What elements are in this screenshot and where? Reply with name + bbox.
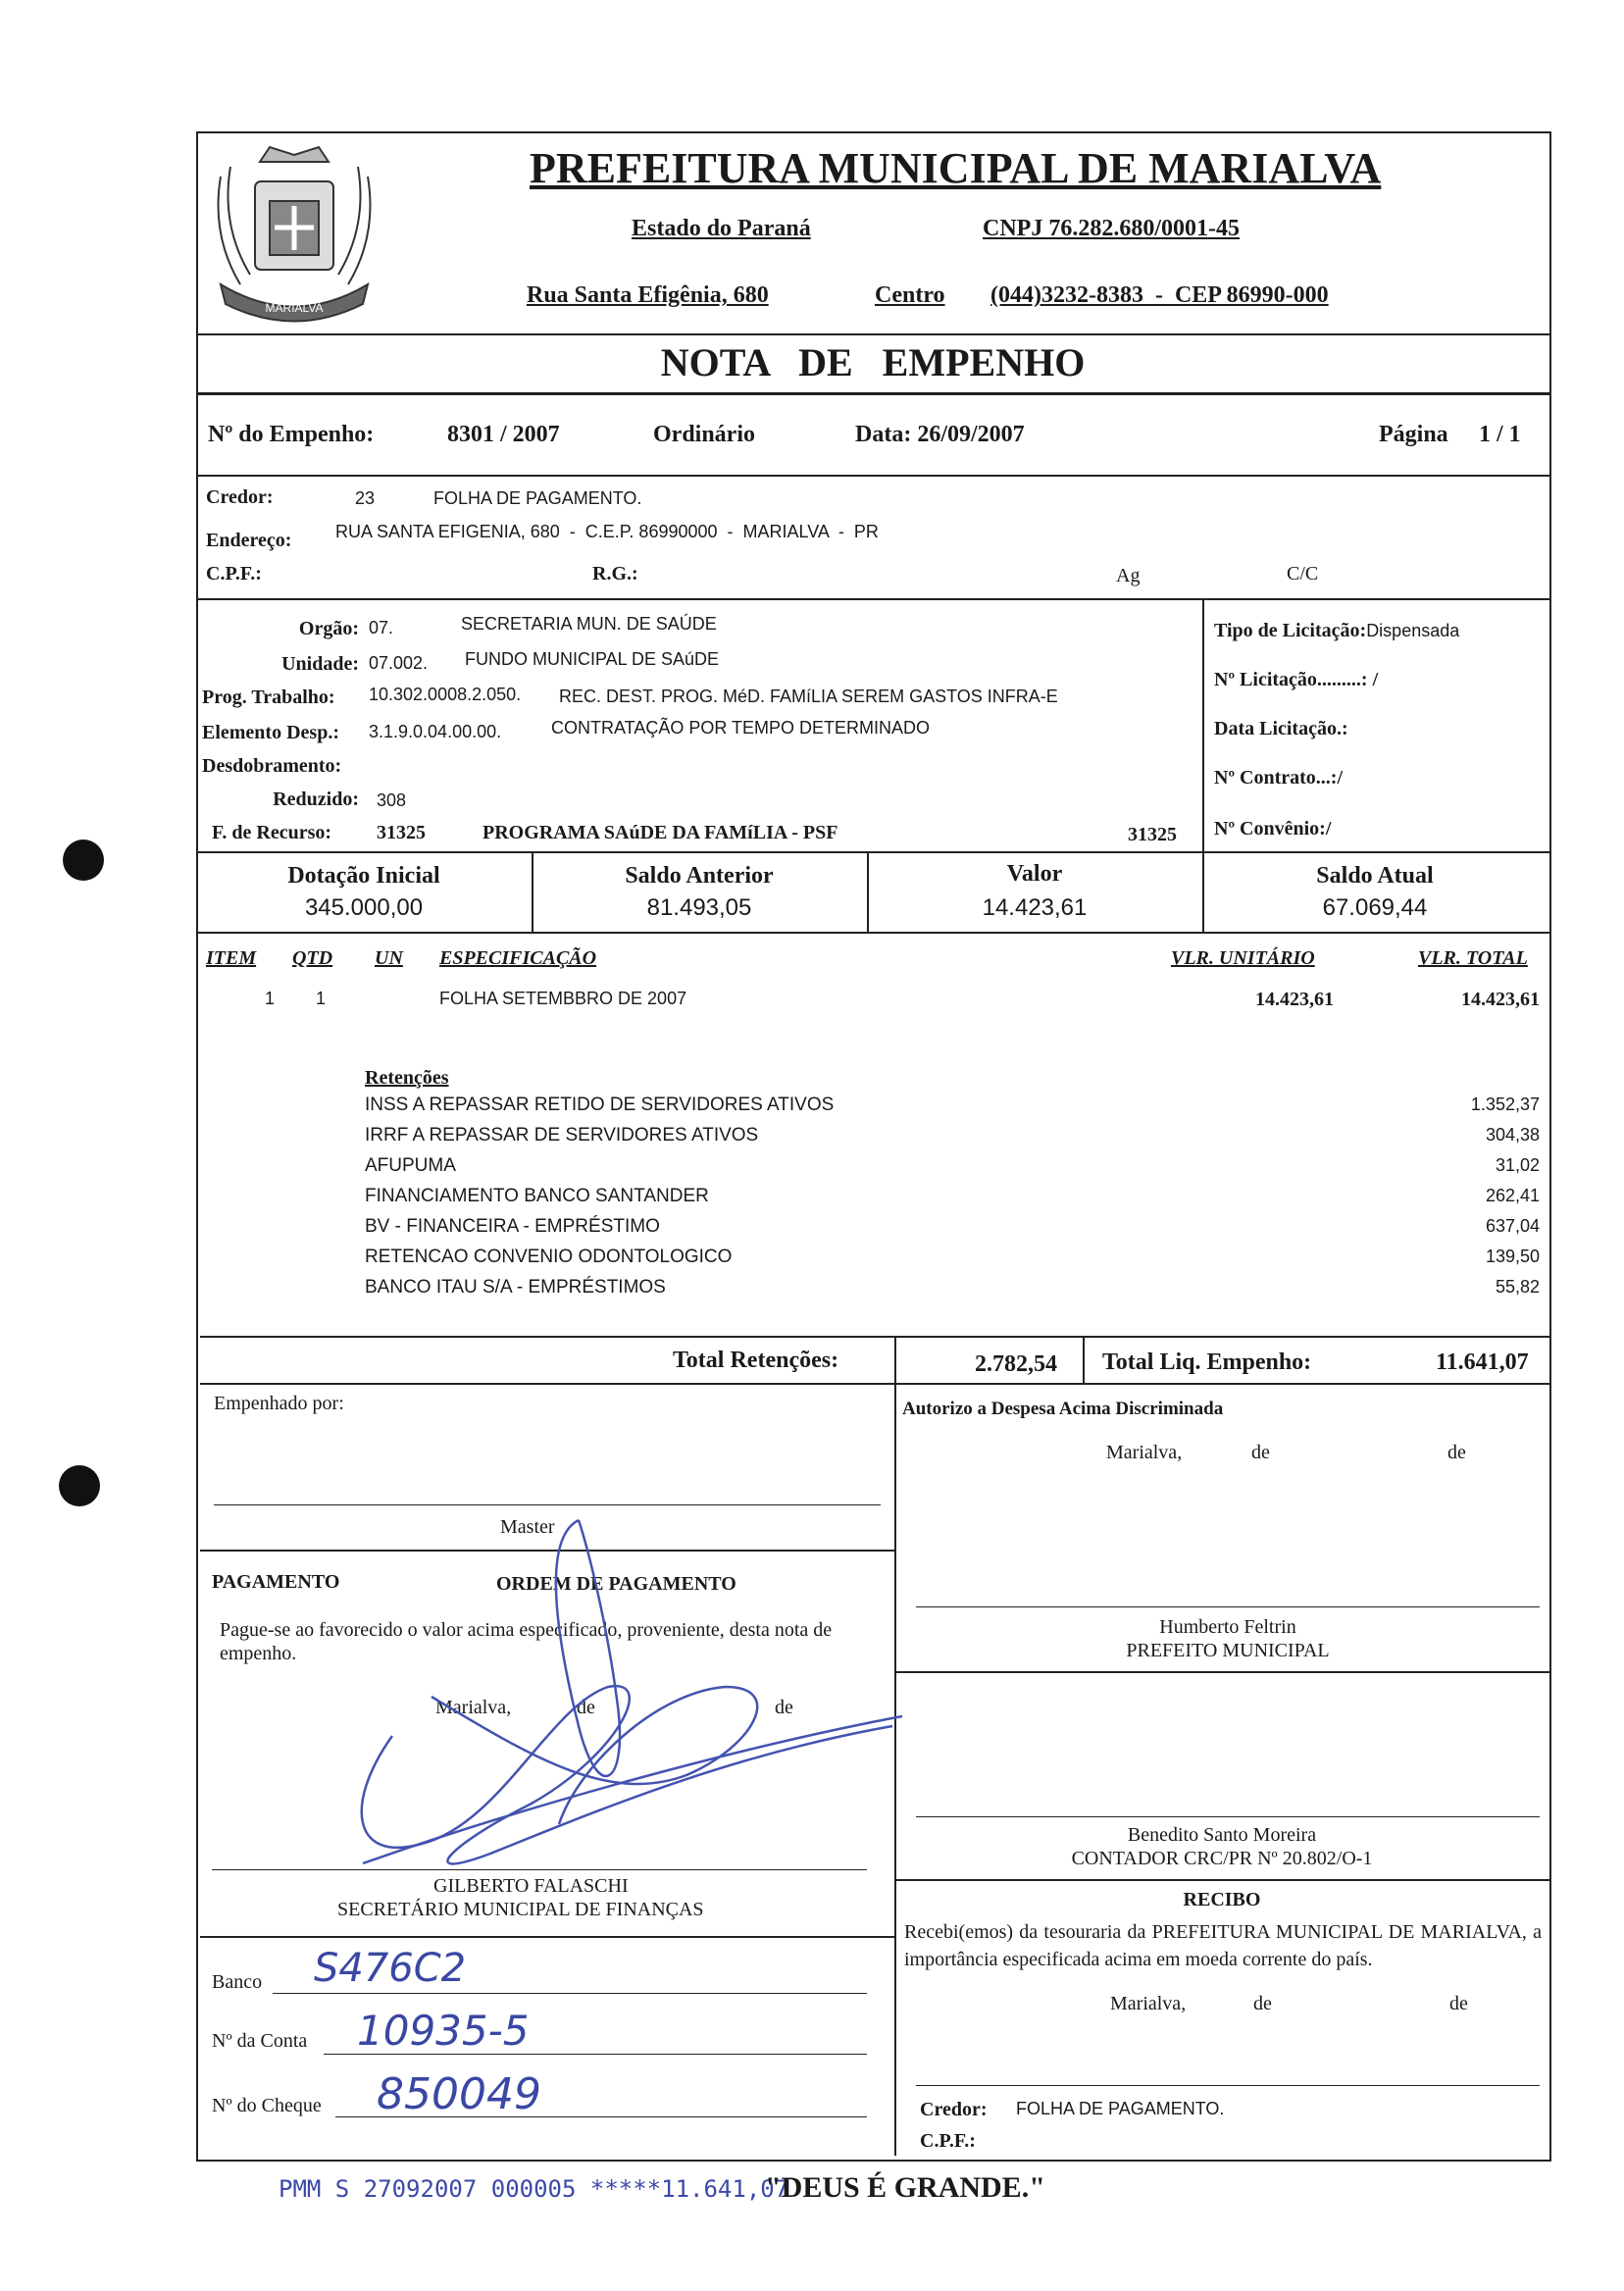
header-state: Estado do Paraná bbox=[632, 216, 811, 241]
prog-code: 10.302.0008.2.050. bbox=[369, 685, 522, 704]
atual-label: Saldo Atual bbox=[1316, 863, 1434, 889]
anterior-label: Saldo Anterior bbox=[625, 863, 774, 889]
prog-name: REC. DEST. PROG. MéD. FAMíLIA SEREM GASTOS INFRA-E bbox=[559, 687, 1058, 706]
credor-code: 23 bbox=[355, 488, 376, 508]
conta-label: Nº da Conta bbox=[212, 2030, 308, 2052]
secretario-name: GILBERTO FALASCHI bbox=[433, 1875, 629, 1897]
retencao-value: 31,02 bbox=[1495, 1155, 1540, 1175]
recibo-credor-label: Credor: bbox=[920, 2099, 988, 2120]
cpf-label: C.P.F.: bbox=[206, 563, 262, 585]
banco-label: Banco bbox=[212, 1971, 263, 1993]
header-cnpj: CNPJ 76.282.680/0001-45 bbox=[983, 216, 1240, 241]
orgao-code: 07. bbox=[369, 618, 394, 637]
licitacao-contrato: Nº Contrato...:/ bbox=[1214, 767, 1344, 789]
retencao-desc: AFUPUMA bbox=[365, 1155, 456, 1176]
conta-value: 10935-5 bbox=[357, 2007, 530, 2055]
orgao-name: SECRETARIA MUN. DE SAÚDE bbox=[461, 614, 717, 634]
retencao-desc: BANCO ITAU S/A - EMPRÉSTIMOS bbox=[365, 1277, 666, 1298]
ag-label: Ag bbox=[1116, 565, 1141, 586]
retencao-value: 637,04 bbox=[1485, 1216, 1540, 1236]
autorizo-city: Marialva, bbox=[1106, 1442, 1183, 1463]
recibo-de-2: de bbox=[1449, 1993, 1468, 2014]
empenho-label: Nº do Empenho: bbox=[208, 422, 375, 447]
recurso-code2: 31325 bbox=[1128, 824, 1177, 845]
ordem-de-2: de bbox=[775, 1697, 793, 1718]
pague-se-text: Pague-se ao favorecido o valor acima especificado, proveniente, desta nota de empenho. bbox=[220, 1619, 833, 1664]
cheque-label: Nº do Cheque bbox=[212, 2095, 322, 2116]
cheque-value: 850049 bbox=[377, 2069, 541, 2119]
prog-label: Prog. Trabalho: bbox=[202, 687, 335, 708]
item-total-value: 14.423,61 bbox=[1461, 989, 1540, 1010]
contador-role: CONTADOR CRC/PR Nº 20.802/O-1 bbox=[1071, 1848, 1373, 1869]
header-address: Rua Santa Efigênia, 680 bbox=[527, 282, 769, 308]
crest-logo bbox=[201, 137, 387, 333]
anterior-value: 81.493,05 bbox=[646, 894, 752, 921]
autorizo-de-1: de bbox=[1251, 1442, 1270, 1463]
licitacao-tipo bbox=[1214, 620, 1459, 642]
unidade-code: 07.002. bbox=[369, 653, 429, 673]
col-spec: ESPECIFICAÇÃO bbox=[439, 947, 597, 969]
dotacao-label: Dotação Inicial bbox=[287, 863, 440, 889]
recibo-title: RECIBO bbox=[1183, 1889, 1261, 1910]
contador-name: Benedito Santo Moreira bbox=[1127, 1824, 1317, 1846]
prefeito-name: Humberto Feltrin bbox=[1159, 1616, 1296, 1638]
retencao-desc: FINANCIAMENTO BANCO SANTANDER bbox=[365, 1186, 709, 1206]
recurso-name: PROGRAMA SAúDE DA FAMíLIA - PSF bbox=[482, 822, 838, 843]
recurso-label: F. de Recurso: bbox=[212, 822, 332, 843]
total-liquido-label: Total Liq. Empenho: bbox=[1102, 1349, 1312, 1375]
valor-label: Valor bbox=[1006, 861, 1063, 887]
credor-address: RUA SANTA EFIGENIA, 680 - C.E.P. 86990000 - MARIALVA - PR bbox=[335, 522, 879, 541]
licitacao-tipo-value: Dispensada bbox=[1366, 621, 1460, 640]
col-un: UN bbox=[375, 947, 403, 969]
page-label: Página bbox=[1379, 422, 1448, 447]
licitacao-numero: Nº Licitação.........: / bbox=[1214, 669, 1379, 690]
empenhado-por-label: Empenhado por: bbox=[214, 1393, 344, 1414]
autorizo-de-2: de bbox=[1447, 1442, 1466, 1463]
total-liquido-value: 11.641,07 bbox=[1436, 1349, 1529, 1375]
retencao-value: 1.352,37 bbox=[1470, 1095, 1540, 1114]
item-spec: FOLHA SETEMBBRO DE 2007 bbox=[439, 989, 687, 1008]
prefeito-role: PREFEITO MUNICIPAL bbox=[1126, 1640, 1330, 1661]
recurso-code: 31325 bbox=[377, 822, 426, 843]
rg-label: R.G.: bbox=[592, 563, 638, 585]
elemento-name: CONTRATAÇÃO POR TEMPO DETERMINADO bbox=[551, 718, 931, 738]
cc-label: C/C bbox=[1287, 563, 1319, 585]
doc-title: NOTA DE EMPENHO bbox=[660, 340, 1086, 384]
punch-hole-bottom bbox=[59, 1465, 100, 1506]
total-retencoes-label: Total Retenções: bbox=[673, 1348, 839, 1373]
header-title: PREFEITURA MUNICIPAL DE MARIALVA bbox=[530, 144, 1382, 192]
retencao-value: 262,41 bbox=[1485, 1186, 1540, 1205]
ordem-pagamento-label: ORDEM DE PAGAMENTO bbox=[496, 1573, 736, 1595]
retencao-value: 139,50 bbox=[1485, 1247, 1540, 1266]
address-label: Endereço: bbox=[206, 530, 292, 551]
ordem-de-1: de bbox=[577, 1697, 595, 1718]
punch-hole-top bbox=[63, 840, 104, 881]
col-total: VLR. TOTAL bbox=[1418, 947, 1528, 969]
header-phone-cep: (044)3232-8383 - CEP 86990-000 bbox=[990, 282, 1329, 308]
unidade-name: FUNDO MUNICIPAL DE SAúDE bbox=[465, 649, 720, 669]
secretario-role: SECRETÁRIO MUNICIPAL DE FINANÇAS bbox=[337, 1899, 704, 1920]
master-label: Master bbox=[500, 1516, 555, 1538]
autorizo-text: Autorizo a Despesa Acima Discriminada bbox=[902, 1399, 1224, 1419]
elemento-code: 3.1.9.0.04.00.00. bbox=[369, 722, 502, 741]
retencao-desc: IRRF A REPASSAR DE SERVIDORES ATIVOS bbox=[365, 1125, 759, 1146]
licitacao-tipo-label: Tipo de Licitação: bbox=[1214, 620, 1367, 641]
reduzido-value: 308 bbox=[377, 790, 407, 810]
unidade-label: Unidade: bbox=[281, 653, 359, 675]
total-retencoes-value: 2.782,54 bbox=[975, 1351, 1057, 1377]
item-qtd: 1 bbox=[316, 989, 327, 1008]
recibo-de-1: de bbox=[1253, 1993, 1272, 2014]
col-item: ITEM bbox=[206, 947, 257, 969]
elemento-label: Elemento Desp.: bbox=[202, 722, 339, 743]
crest-text: MARIALVA bbox=[265, 301, 324, 315]
atual-value: 67.069,44 bbox=[1322, 894, 1428, 921]
retencao-desc: RETENCAO CONVENIO ODONTOLOGICO bbox=[365, 1247, 733, 1267]
signature-scribble bbox=[333, 1510, 912, 1922]
recibo-text: Recebi(emos) da tesouraria da PREFEITURA MUNICIPAL DE MARIALVA, a importância especificada acima em moeda corrente do país. bbox=[904, 1921, 1542, 1970]
empenho-type: Ordinário bbox=[653, 422, 756, 447]
retencao-desc: INSS A REPASSAR RETIDO DE SERVIDORES ATIVOS bbox=[365, 1095, 835, 1115]
footer-stamp: PMM S 27092007 000005 *****11.641,07 bbox=[279, 2175, 789, 2203]
recibo-credor-value: FOLHA DE PAGAMENTO. bbox=[1016, 2099, 1225, 2118]
reduzido-label: Reduzido: bbox=[273, 789, 359, 810]
item-unit-value: 14.423,61 bbox=[1255, 989, 1334, 1010]
licitacao-data: Data Licitação.: bbox=[1214, 718, 1348, 739]
dotacao-value: 345.000,00 bbox=[304, 894, 424, 921]
pagamento-label: PAGAMENTO bbox=[212, 1571, 340, 1593]
page-number: 1 / 1 bbox=[1479, 422, 1521, 447]
header-district: Centro bbox=[875, 282, 945, 308]
recibo-cpf-label: C.P.F.: bbox=[920, 2130, 976, 2152]
credor-label: Credor: bbox=[206, 486, 274, 508]
licitacao-convenio: Nº Convênio:/ bbox=[1214, 818, 1332, 840]
retencao-value: 55,82 bbox=[1495, 1277, 1540, 1297]
empenho-date: Data: 26/09/2007 bbox=[855, 422, 1025, 447]
retencao-desc: BV - FINANCEIRA - EMPRÉSTIMO bbox=[365, 1216, 660, 1237]
recibo-city: Marialva, bbox=[1110, 1993, 1187, 2014]
credor-name: FOLHA DE PAGAMENTO. bbox=[433, 488, 642, 508]
banco-value: S476C2 bbox=[314, 1946, 467, 1991]
retencao-value: 304,38 bbox=[1485, 1125, 1540, 1145]
retencoes-title: Retenções bbox=[365, 1067, 449, 1089]
desdobramento-label: Desdobramento: bbox=[202, 755, 342, 777]
col-unit: VLR. UNITÁRIO bbox=[1171, 947, 1315, 969]
col-qtd: QTD bbox=[292, 947, 333, 969]
item-number: 1 bbox=[265, 989, 276, 1008]
empenho-number: 8301 / 2007 bbox=[447, 422, 560, 447]
valor-value: 14.423,61 bbox=[982, 894, 1088, 921]
ordem-city: Marialva, bbox=[435, 1697, 512, 1718]
footer-motto: "DEUS É GRANDE." bbox=[765, 2171, 1045, 2204]
orgao-label: Orgão: bbox=[298, 618, 359, 639]
